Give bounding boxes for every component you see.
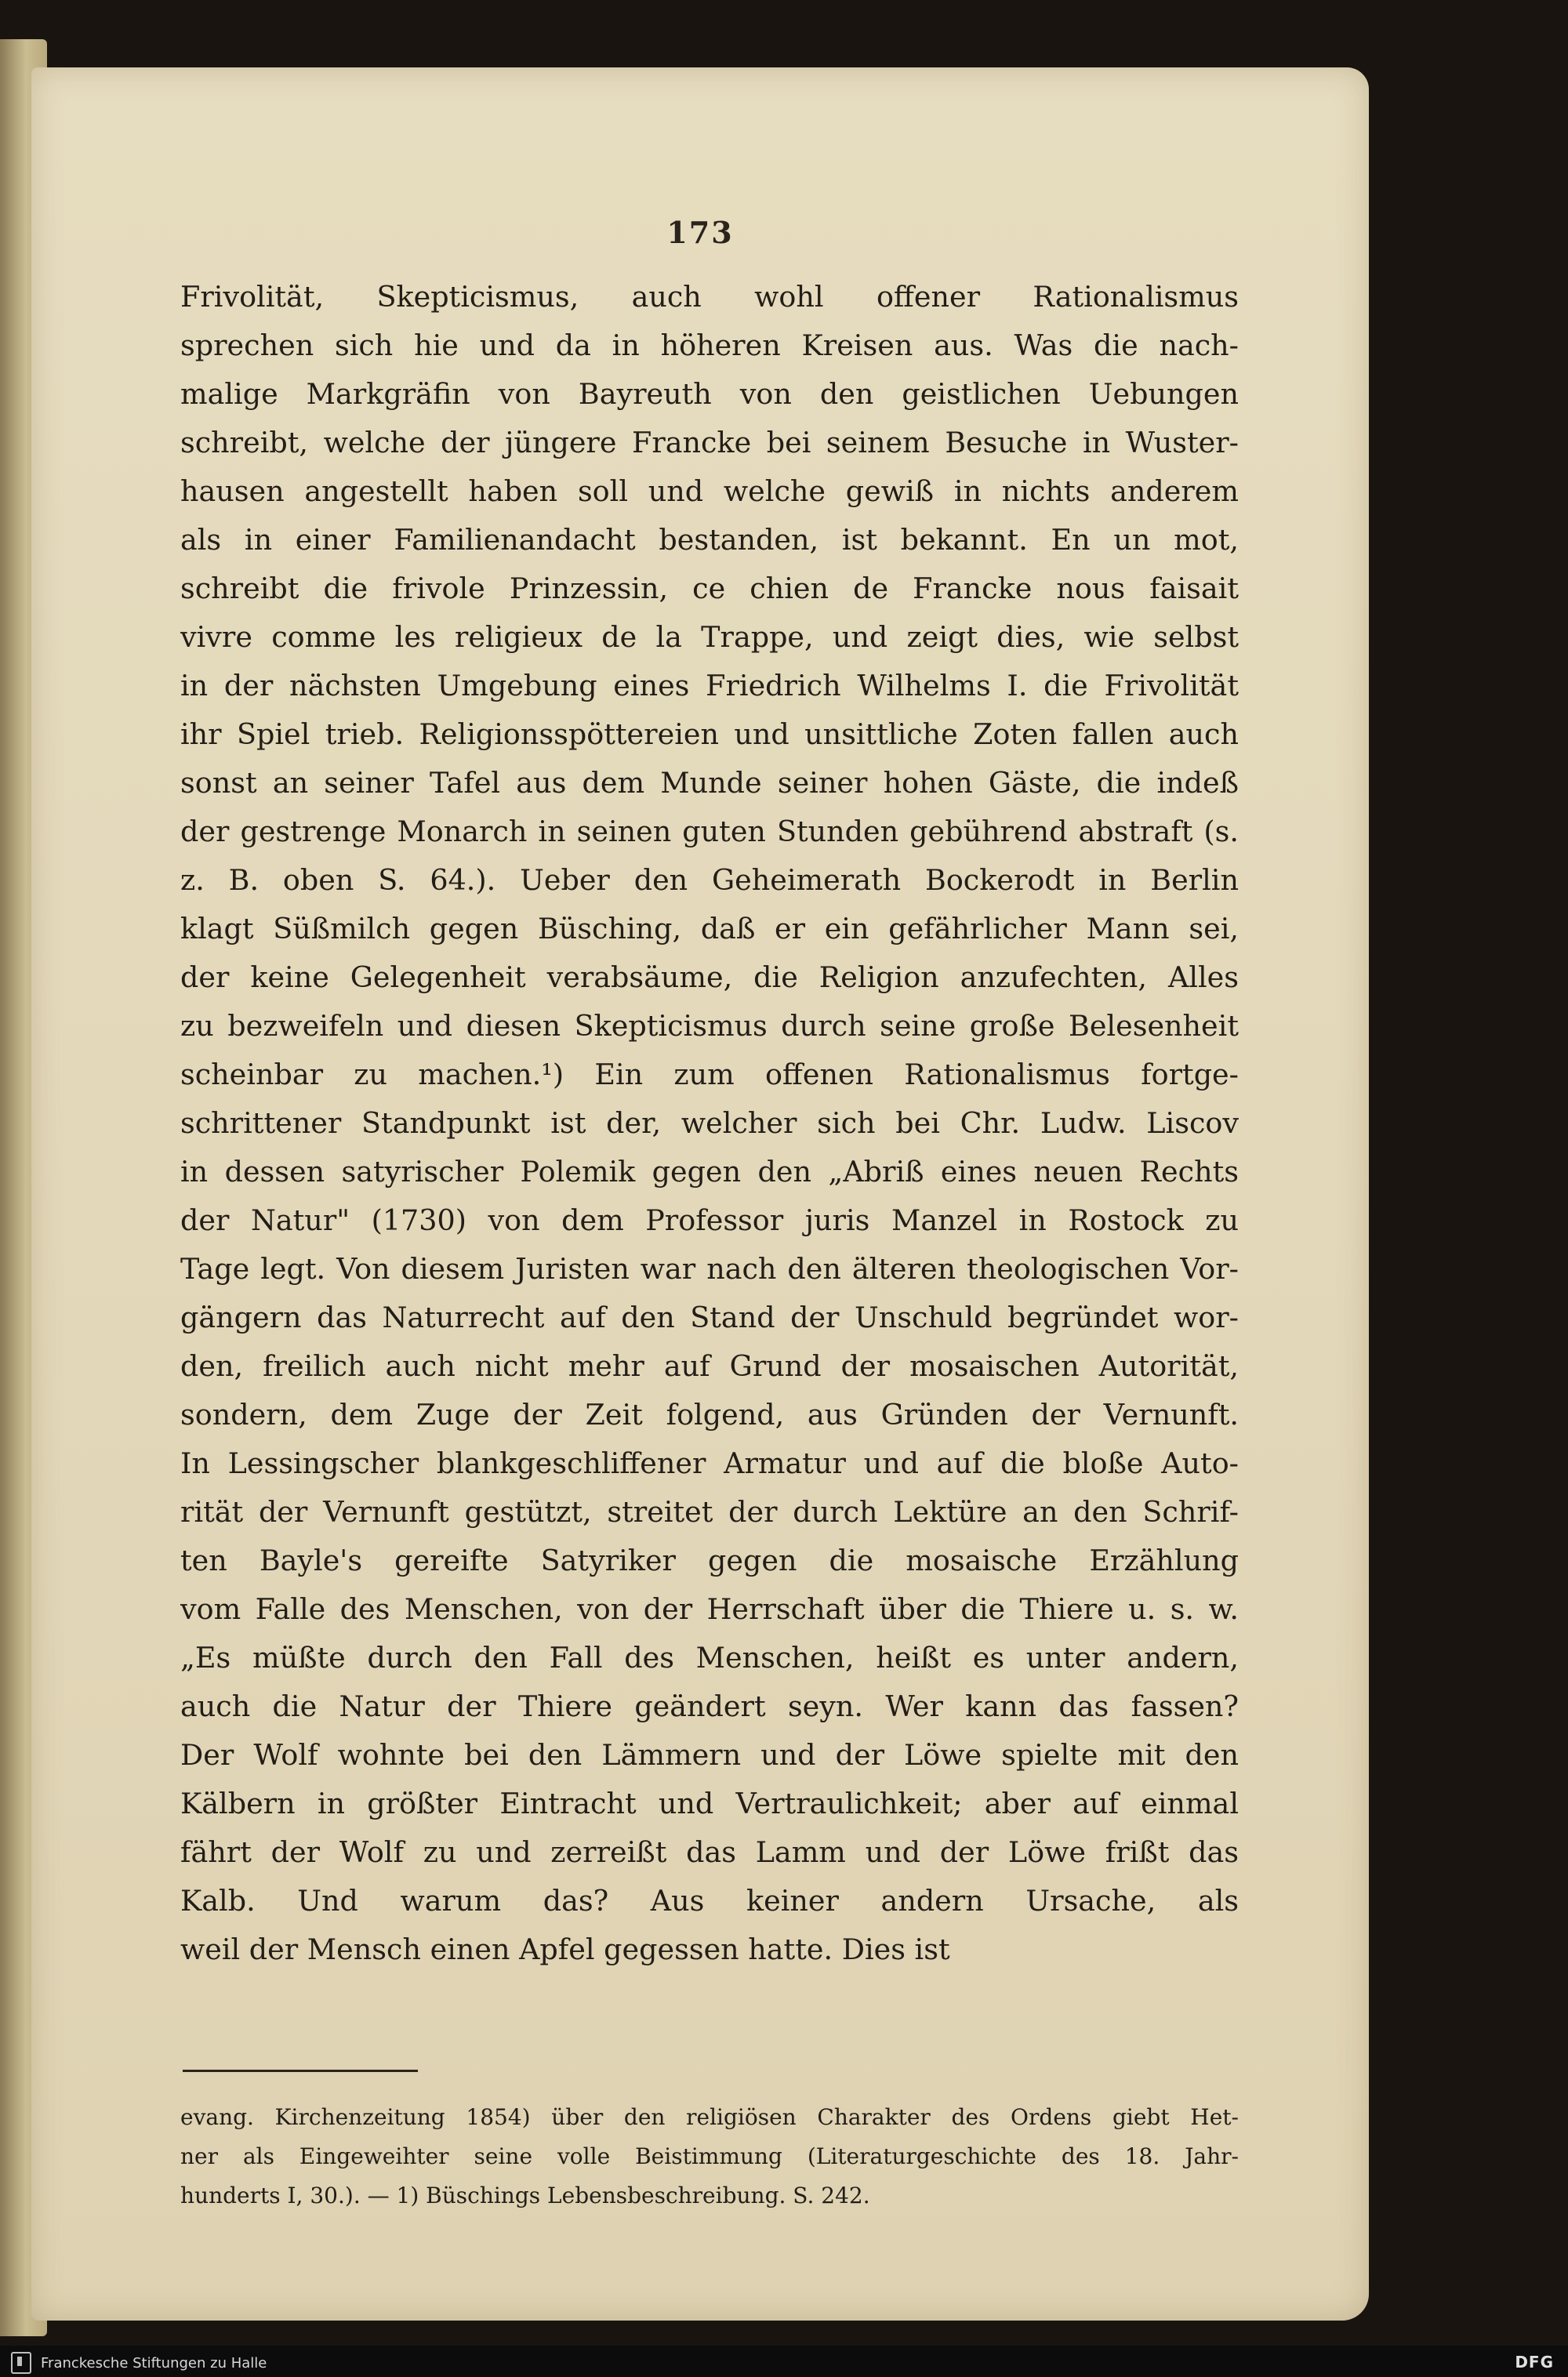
text-line: malige Markgräfin von Bayreuth von den geistlichen Uebungen — [180, 377, 1239, 411]
institution-name: Franckesche Stiftungen zu Halle — [41, 2355, 267, 2372]
text-line: auch die Natur der Thiere geändert seyn. Wer kann das fassen? — [180, 1689, 1239, 1723]
text-line: der Natur" (1730) von dem Professor juris Manzel in Rostock zu — [180, 1203, 1239, 1237]
text-line: klagt Süßmilch gegen Büsching, daß er ein gefährlicher Mann sei, — [180, 912, 1239, 945]
text-line: Kälbern in größter Eintracht und Vertraulichkeit; aber auf einmal — [180, 1787, 1239, 1820]
text-line: Frivolität, Skepticismus, auch wohl offener Rationalismus — [180, 280, 1239, 314]
text-line: schreibt die frivole Prinzessin, ce chien de Francke nous faisait — [180, 572, 1239, 605]
text-line: in dessen satyrischer Polemik gegen den „Abriß eines neuen Rechts — [180, 1155, 1239, 1188]
institution-logo-icon — [11, 2352, 31, 2374]
text-line: In Lessingscher blankgeschliffener Armatur und auf die bloße Auto- — [180, 1446, 1239, 1480]
text-line: der keine Gelegenheit verabsäume, die Religion anzufechten, Alles — [180, 960, 1239, 994]
viewer-footer — [0, 2346, 1568, 2377]
text-line: gängern das Naturrecht auf den Stand der Unschuld begründet wor- — [180, 1301, 1239, 1334]
text-line: der gestrenge Monarch in seinen guten Stunden gebührend abstraft (s. — [180, 815, 1239, 848]
text-line: vom Falle des Menschen, von der Herrschaft über die Thiere u. s. w. — [180, 1592, 1239, 1626]
text-line: Kalb. Und warum das? Aus keiner andern Ursache, als — [180, 1884, 1239, 1918]
text-line: sprechen sich hie und da in höheren Kreisen aus. Was die nach- — [180, 328, 1239, 362]
text-line: „Es müßte durch den Fall des Menschen, heißt es unter andern, — [180, 1641, 1239, 1675]
page-number: 173 — [666, 215, 734, 250]
text-line: Tage legt. Von diesem Juristen war nach den älteren theologischen Vor- — [180, 1252, 1239, 1286]
text-line: schrittener Standpunkt ist der, welcher sich bei Chr. Ludw. Liscov — [180, 1106, 1239, 1140]
dfg-logo: DFG — [1515, 2353, 1554, 2372]
text-line: fährt der Wolf zu und zerreißt das Lamm und der Löwe frißt das — [180, 1835, 1239, 1869]
text-line: weil der Mensch einen Apfel gegessen hatte. Dies ist — [180, 1932, 950, 1966]
text-line: ihr Spiel trieb. Religionsspöttereien und unsittliche Zoten fallen auch — [180, 717, 1239, 751]
text-line: hausen angestellt haben soll und welche gewiß in nichts anderem — [180, 474, 1239, 508]
body-text — [180, 273, 1239, 1974]
text-line: Der Wolf wohnte bei den Lämmern und der Löwe spielte mit den — [180, 1738, 1239, 1772]
text-line: ten Bayle's gereifte Satyriker gegen die mosaische Erzählung — [180, 1544, 1239, 1577]
text-line: zu bezweifeln und diesen Skepticismus durch seine große Belesenheit — [180, 1009, 1239, 1043]
text-line: z. B. oben S. 64.). Ueber den Geheimerath Bockerodt in Berlin — [180, 863, 1239, 897]
text-line: rität der Vernunft gestützt, streitet der durch Lektüre an den Schrif- — [180, 1495, 1239, 1529]
footnotes — [180, 2098, 1239, 2216]
footnote-line: hunderts I, 30.). — 1) Büschings Lebensbeschreibung. S. 242. — [180, 2183, 870, 2208]
text-line: in der nächsten Umgebung eines Friedrich Wilhelms I. die Frivolität — [180, 669, 1239, 702]
footnote-line: ner als Eingeweihter seine volle Beistimmung (Literaturgeschichte des 18. Jahr- — [180, 2143, 1239, 2169]
text-line: scheinbar zu machen.¹) Ein zum offenen Rationalismus fortge- — [180, 1058, 1239, 1091]
text-line: sondern, dem Zuge der Zeit folgend, aus Gründen der Vernunft. — [180, 1398, 1239, 1432]
text-line: als in einer Familienandacht bestanden, ist bekannt. En un mot, — [180, 523, 1239, 557]
text-line: sonst an seiner Tafel aus dem Munde seiner hohen Gäste, die indeß — [180, 766, 1239, 800]
text-line: vivre comme les religieux de la Trappe, und zeigt dies, wie selbst — [180, 620, 1239, 654]
text-line: schreibt, welche der jüngere Francke bei seinem Besuche in Wuster- — [180, 426, 1239, 459]
book-page — [31, 67, 1369, 2321]
footnote-divider — [183, 2070, 418, 2072]
footnote-line: evang. Kirchenzeitung 1854) über den religiösen Charakter des Ordens giebt Het- — [180, 2104, 1239, 2130]
text-line: den, freilich auch nicht mehr auf Grund der mosaischen Autorität, — [180, 1349, 1239, 1383]
